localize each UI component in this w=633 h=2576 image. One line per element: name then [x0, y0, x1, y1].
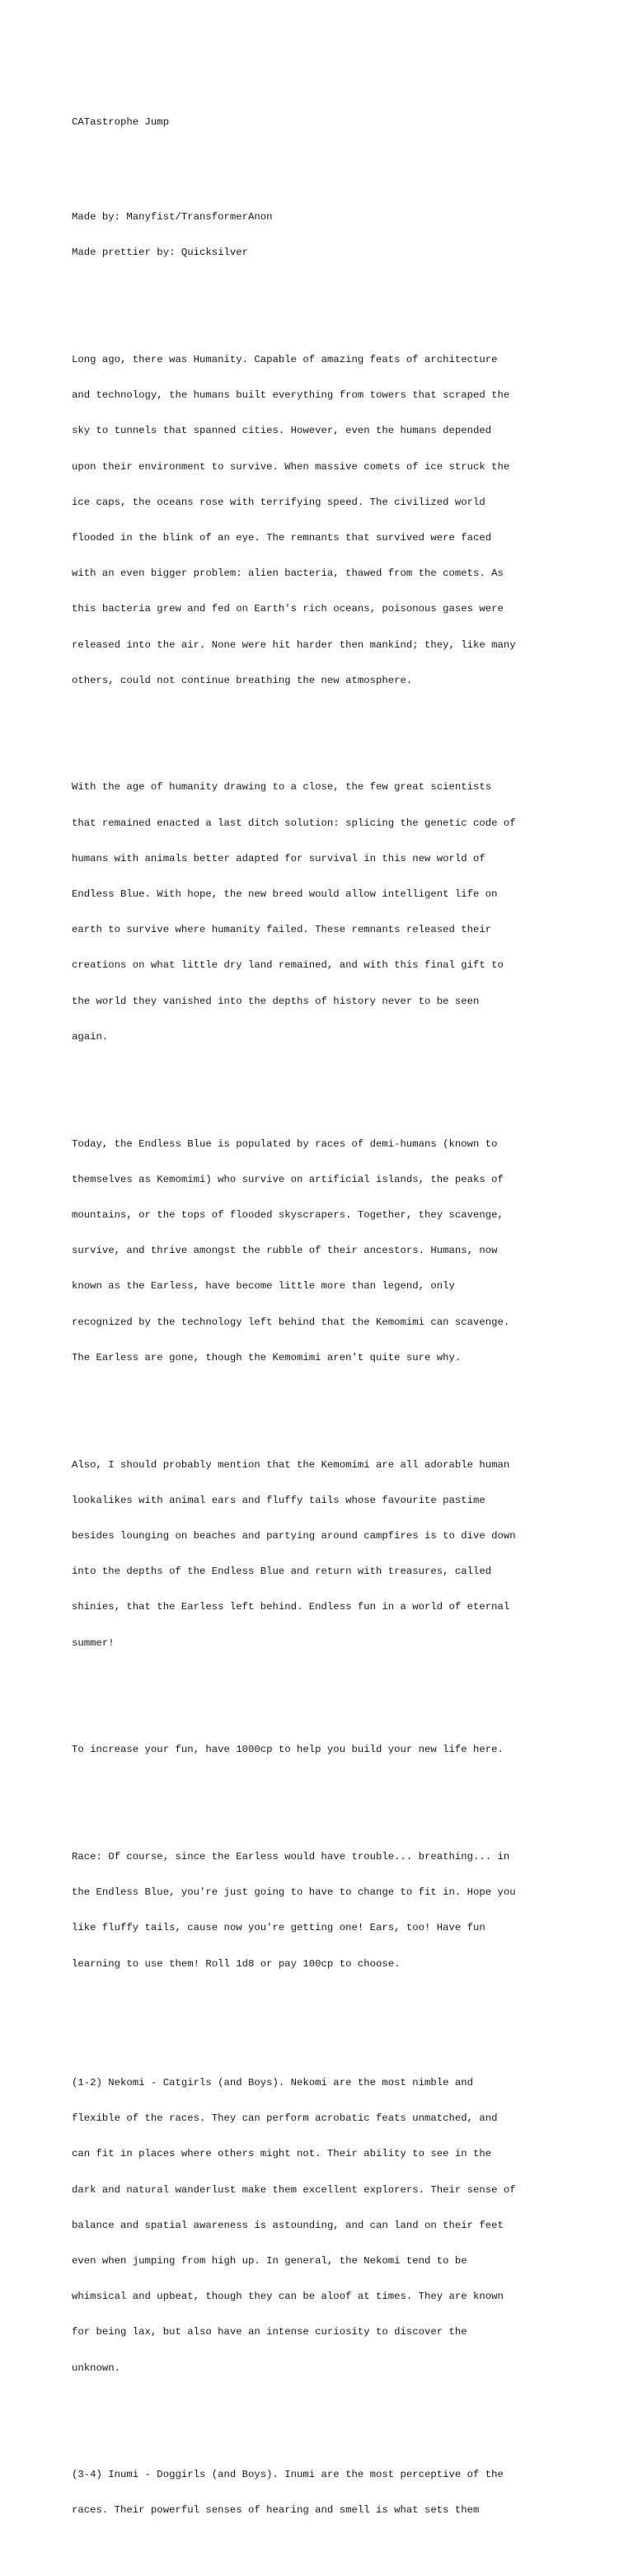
- text-line: besides lounging on beaches and partying around campfires is to dive down: [72, 1529, 516, 1542]
- document-body: [72, 68, 599, 2576]
- text-line: this bacteria grew and fed on Earth's rich oceans, poisonous gases were: [72, 603, 504, 615]
- text-line: unknown.: [72, 2362, 121, 2374]
- paragraph-scientists: [72, 758, 599, 1067]
- text-line: whimsical and upbeat, though they can be aloof at times. They are known: [72, 2291, 504, 2303]
- text-line: flooded in the blink of an eye. The remnants that survived were faced: [72, 531, 492, 544]
- text-line: that remained enacted a last ditch solution: splicing the genetic code of: [72, 817, 516, 829]
- document-title: CATastrophe Jump: [72, 115, 170, 128]
- text-line: the world they vanished into the depths of history never to be seen: [72, 995, 480, 1007]
- text-line: To increase your fun, have 1000cp to help you build your new life here.: [72, 1744, 504, 1756]
- text-line: and technology, the humans built everything from towers that scraped the: [72, 389, 510, 402]
- text-line: shinies, that the Earless left behind. Endless fun in a world of eternal: [72, 1601, 510, 1613]
- text-line: upon their environment to survive. When massive comets of ice struck the: [72, 460, 510, 473]
- credits-block: [72, 187, 599, 282]
- paragraph-intro: [72, 330, 599, 710]
- text-line: lookalikes with animal ears and fluffy tails whose favourite pastime: [72, 1494, 485, 1506]
- text-line: humans with animals better adapted for survival in this new world of: [72, 852, 485, 864]
- text-line: creations on what little dry land remained, and with this final gift to: [72, 959, 504, 972]
- paragraph-cp: [72, 1721, 599, 1780]
- text-line: for being lax, but also have an intense curiosity to discover the: [72, 2326, 467, 2338]
- text-line: dark and natural wanderlust make them excellent explorers. Their sense of: [72, 2183, 516, 2196]
- text-line: Long ago, there was Humanity. Capable of amazing feats of architecture: [72, 353, 498, 365]
- text-line: recognized by the technology left behind that the Kemomimi can scavenge.: [72, 1316, 510, 1328]
- text-line: sky to tunnels that spanned cities. However, even the humans depended: [72, 425, 492, 437]
- text-line: survive, and thrive amongst the rubble of their ancestors. Humans, now: [72, 1245, 498, 1257]
- text-line: (3-4) Inumi - Doggirls (and Boys). Inumi are the most perceptive of the: [72, 2469, 504, 2481]
- text-line: known as the Earless, have become little more than legend, only: [72, 1280, 455, 1293]
- text-line: released into the air. None were hit harder then mankind; they, like many: [72, 638, 516, 651]
- credit-line: Made prettier by: Quicksilver: [72, 247, 249, 259]
- text-line: (1-2) Nekomi - Catgirls (and Boys). Nekomi are the most nimble and: [72, 2076, 474, 2089]
- paragraph-inumi: [72, 2445, 599, 2540]
- text-line: ice caps, the oceans rose with terrifying speed. The civilized world: [72, 496, 485, 508]
- paragraph-kemomimi: [72, 1435, 599, 1673]
- paragraph-race: [72, 1827, 599, 1994]
- text-line: mountains, or the tops of flooded skyscrapers. Together, they scavenge,: [72, 1209, 504, 1222]
- text-line: the Endless Blue, you're just going to have to change to fit in. Hope you: [72, 1886, 516, 1899]
- text-line: like fluffy tails, cause now you're getting one! Ears, too! Have fun: [72, 1922, 485, 1934]
- text-line: again.: [72, 1030, 109, 1043]
- credit-line: Made by: Manyfist/TransformerAnon: [72, 210, 273, 223]
- text-line: earth to survive where humanity failed. These remnants released their: [72, 924, 492, 936]
- text-line: learning to use them! Roll 1d8 or pay 100cp to choose.: [72, 1957, 401, 1970]
- text-line: With the age of humanity drawing to a close, the few great scientists: [72, 781, 492, 794]
- document-title-block: [72, 92, 599, 152]
- text-line: Today, the Endless Blue is populated by races of demi-humans (known to: [72, 1137, 498, 1150]
- text-line: flexible of the races. They can perform acrobatic feats unmatched, and: [72, 2112, 498, 2125]
- text-line: themselves as Kemomimi) who survive on artificial islands, the peaks of: [72, 1173, 504, 1185]
- text-line: Also, I should probably mention that the Kemomimi are all adorable human: [72, 1458, 510, 1471]
- paragraph-today: [72, 1114, 599, 1387]
- text-line: Race: Of course, since the Earless would have trouble... breathing... in: [72, 1851, 510, 1863]
- text-line: can fit in places where others might not. Their ability to see in the: [72, 2148, 492, 2160]
- paragraph-nekomi: [72, 2053, 599, 2398]
- text-line: balance and spatial awareness is astounding, and can land on their feet: [72, 2219, 504, 2231]
- text-line: into the depths of the Endless Blue and return with treasures, called: [72, 1566, 492, 1578]
- text-line: others, could not continue breathing the new atmosphere.: [72, 674, 413, 686]
- text-line: with an even bigger problem: alien bacteria, thawed from the comets. As: [72, 567, 504, 580]
- text-line: The Earless are gone, though the Kemomimi aren't quite sure why.: [72, 1351, 462, 1363]
- text-line: races. Their powerful senses of hearing and smell is what sets them: [72, 2504, 480, 2517]
- text-line: Endless Blue. With hope, the new breed would allow intelligent life on: [72, 888, 498, 901]
- text-line: even when jumping from high up. In general, the Nekomi tend to be: [72, 2254, 467, 2267]
- text-line: summer!: [72, 1636, 115, 1649]
